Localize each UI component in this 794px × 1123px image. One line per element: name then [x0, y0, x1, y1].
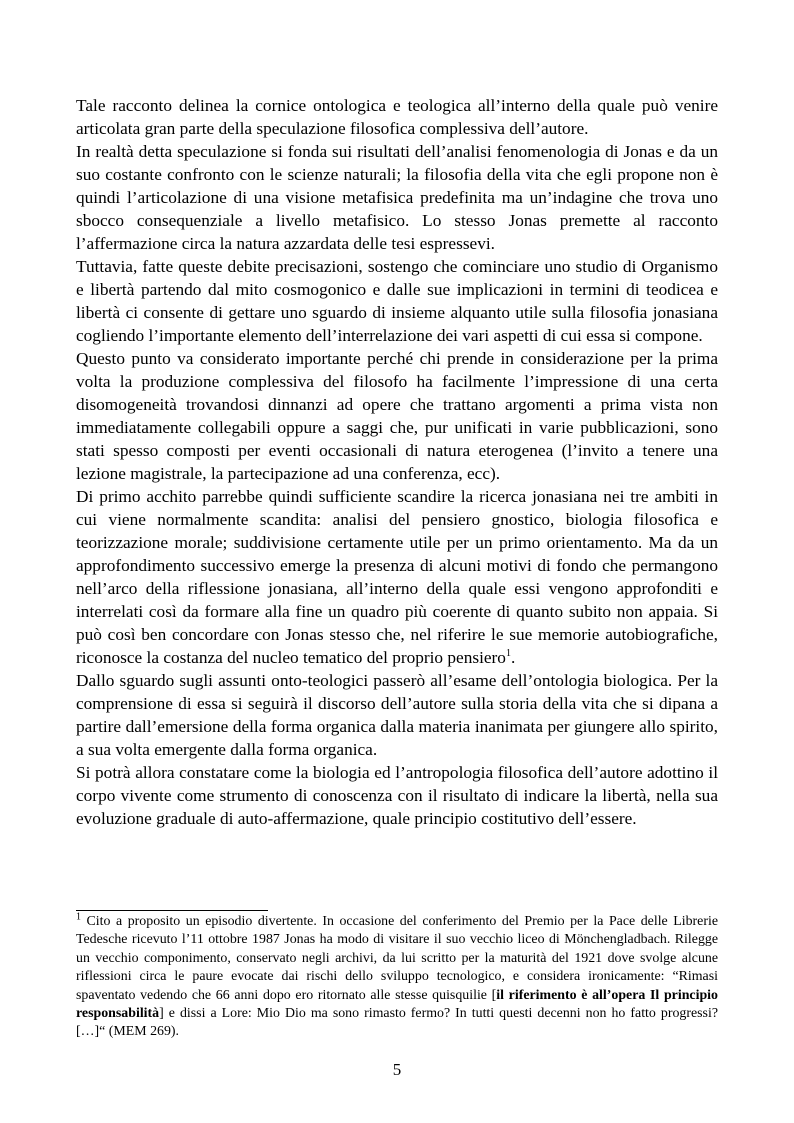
- footnote-text-before: Cito a proposito un episodio divertente. In occasione del conferimento del Premio per la Pace delle Librerie Tedesche ricevuto l’11 ottobre 1987 Jonas ha modo di visitare il suo vecchio liceo di Mönchengladbach. Rilegge un vecchio componimento, conservato negli archivi, da lui scritto per la maturità del 1921 dove svolge alcune riflessioni circa le paure evocate dai rischi dello sviluppo tecnologico, e considera ironicamente: “Rimasi spaventato vedendo che 66 anni dopo ero ritornato alle stesse quisquilie [: [76, 914, 718, 1003]
- footnote-divider: [76, 910, 268, 911]
- footnote-text-bold: il riferimento è all’opera Il principio responsabilità: [76, 987, 718, 1022]
- footnote-marker: 1: [76, 911, 81, 923]
- paragraph-2: In realtà detta speculazione si fonda sui risultati dell’analisi fenomenologia di Jonas e da un suo costante confronto con le scienze naturali; la filosofia della vita che egli propone non è quindi l’articolazione di una visione metafisica predefinita ma un’indagine che trova uno sbocco consequenziale a livello metafisico. Lo stesso Jonas premette al racconto l’affermazione circa la natura azzardata delle tesi espressevi.: [76, 142, 718, 253]
- main-text: [76, 94, 718, 830]
- paragraph-4: Questo punto va considerato importante perché chi prende in considerazione per la prima volta la produzione complessiva del filosofo ha facilmente l’impressione di una certa disomogeneità trovandosi dinnanzi ad opere che trattano argomenti a prima vista non immediatamente collegabili oppure a saggi che, pur unificati in varie pubblicazioni, sono stati spesso composti per eventi occasionali di natura eterogenea (l’invito a tenere una lezione magistrale, la partecipazione ad una conferenza, ecc).: [76, 349, 718, 483]
- paragraph-5-text: Di primo acchito parrebbe quindi sufficiente scandire la ricerca jonasiana nei tre ambiti in cui viene normalmente scandita: analisi del pensiero gnostico, biologia filosofica e teorizzazione morale; suddivisione certamente utile per un primo orientamento. Ma da un approfondimento successivo emerge la presenza di alcuni motivi di fondo che permangono nell’arco della riflessione jonasiana, all’interno della quale essi vengono approfonditi e interrelati così da formare alla fine un quadro più coerente di quanto subito non appaia. Si può così ben concordare con Jonas stesso che, nel riferire le sue memorie autobiografiche, riconosce la costanza del nucleo tematico del proprio pensiero: [76, 487, 718, 667]
- paragraph-1: Tale racconto delinea la cornice ontologica e teologica all’interno della quale può venire articolata gran parte della speculazione filosofica complessiva dell’autore.: [76, 96, 718, 138]
- paragraph-5: [76, 485, 718, 669]
- paragraph-7: Si potrà allora constatare come la biologia ed l’antropologia filosofica dell’autore adottino il corpo vivente come strumento di conoscenza con il risultato di indicare la libertà, nella sua evoluzione graduale di auto-affermazione, quale principio costitutivo dell’essere.: [76, 763, 718, 828]
- page-number: 5: [392, 1060, 402, 1079]
- paragraph-6: Dallo sguardo sugli assunti onto-teologici passerò all’esame dell’ontologia biologica. Per la comprensione di essa si seguirà il discorso dell’autore sulla storia della vita che si dipana a partire dall’emersione della forma organica dalla materia inanimata per giungere allo spirito, a sua volta emergente dalla forma organica.: [76, 671, 718, 759]
- footnote-text-after: ] e dissi a Lore: Mio Dio ma sono rimasto fermo? In tutti questi decenni non ho fatto progressi? […]“ (MEM 269).: [76, 1006, 718, 1040]
- footnote: [76, 913, 718, 1042]
- paragraph-5-tail: .: [510, 648, 516, 667]
- paragraph-3: Tuttavia, fatte queste debite precisazioni, sostengo che cominciare uno studio di Organismo e libertà partendo dal mito cosmogonico e dalle sue implicazioni in termini di teodicea e libertà ci consente di gettare uno sguardo di insieme alquanto utile sulla filosofia jonasiana cogliendo l’importante elemento dell’interrelazione dei vari aspetti di cui essa si compone.: [76, 257, 718, 345]
- footnote-reference[interactable]: 1: [505, 648, 511, 660]
